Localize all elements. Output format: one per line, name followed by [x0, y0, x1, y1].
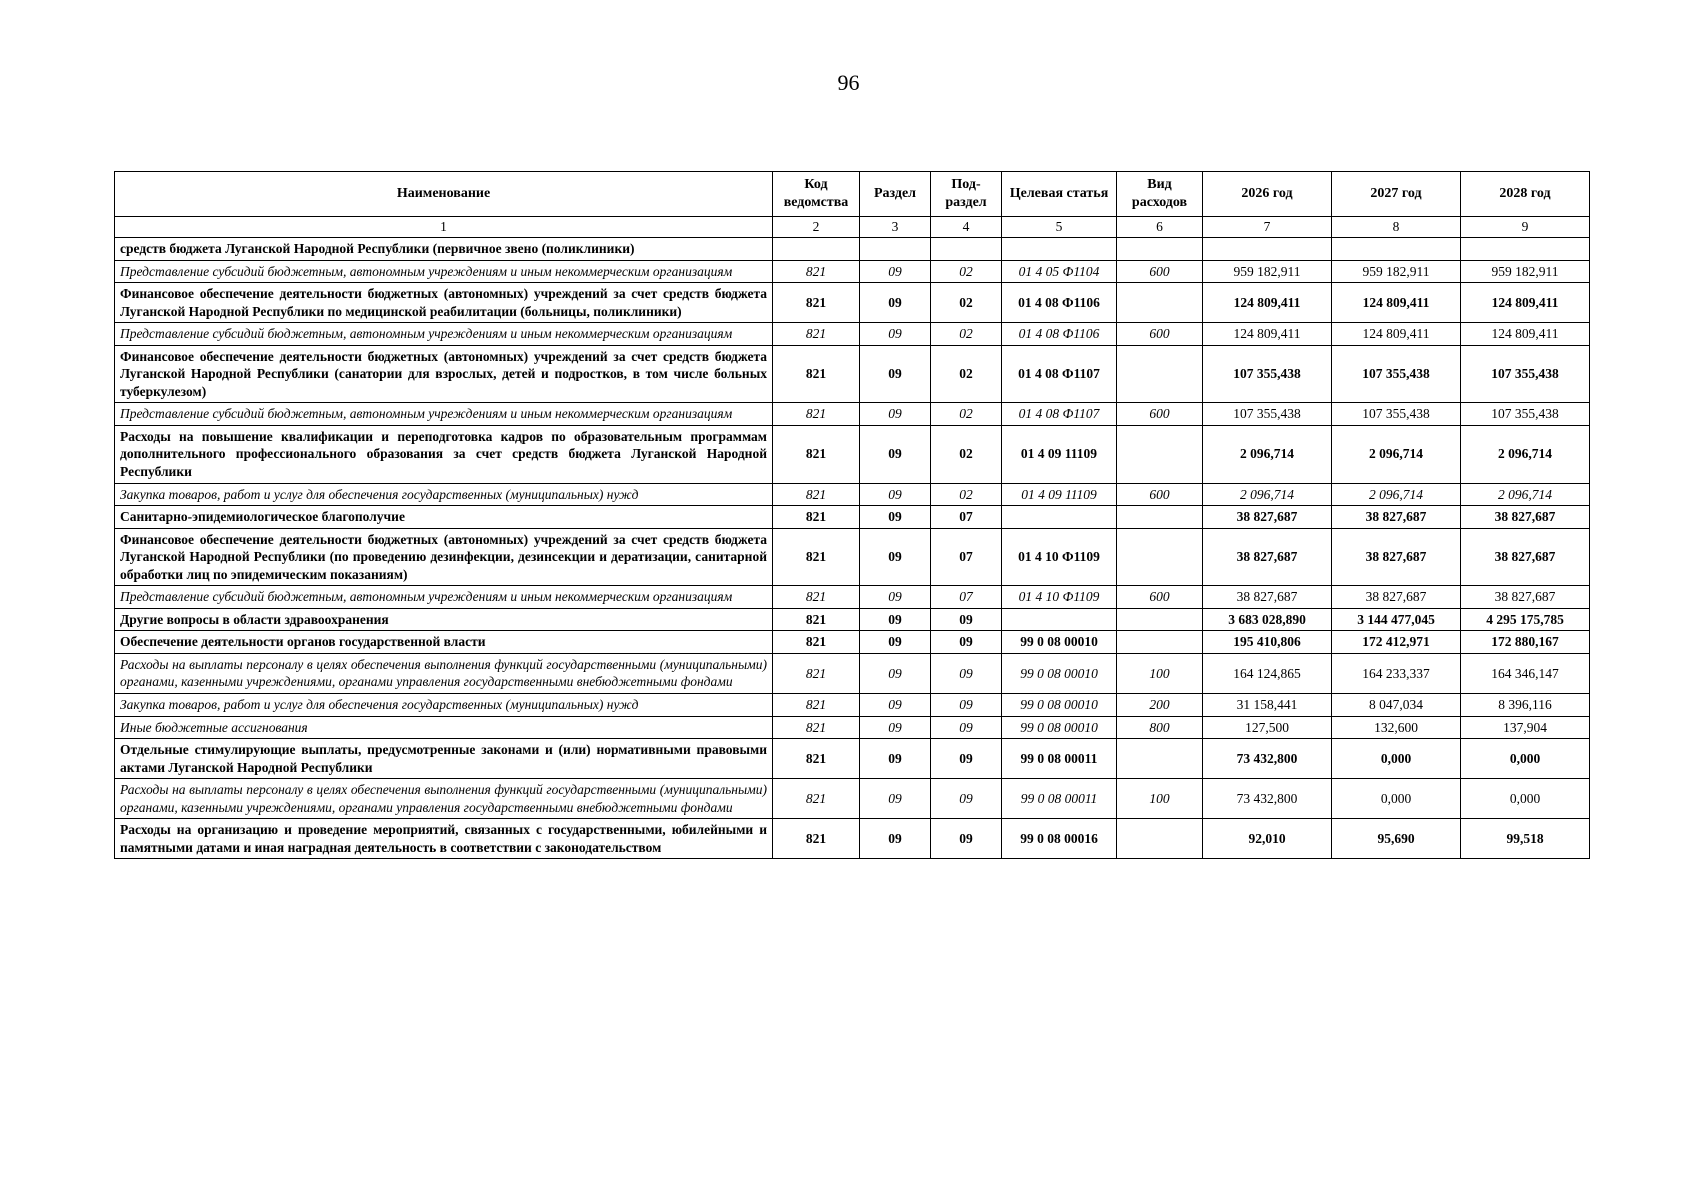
row-amount-2027: 107 355,438: [1332, 345, 1461, 403]
row-amount-2026: 124 809,411: [1203, 283, 1332, 323]
table-row: [115, 528, 1590, 586]
row-amount-2028: 0,000: [1461, 779, 1590, 819]
row-kind: 600: [1117, 403, 1203, 426]
row-target: 01 4 09 11109: [1002, 425, 1117, 483]
row-subsection: 02: [931, 323, 1002, 346]
row-kind: [1117, 631, 1203, 654]
column-number: 6: [1117, 217, 1203, 238]
row-amount-2027: 3 144 477,045: [1332, 608, 1461, 631]
table-row: [115, 586, 1590, 609]
row-amount-2028: 959 182,911: [1461, 260, 1590, 283]
row-section: 09: [860, 631, 931, 654]
row-name: Расходы на выплаты персоналу в целях обеспечения выполнения функций государственными (муниципальными) органами, казенными учреждениями, органами управления государственными внебюджетными фондами: [115, 653, 773, 693]
header-2026: 2026 год: [1203, 172, 1332, 217]
table-row: [115, 425, 1590, 483]
row-target: 99 0 08 00016: [1002, 819, 1117, 859]
row-amount-2028: 124 809,411: [1461, 283, 1590, 323]
row-amount-2026: 195 410,806: [1203, 631, 1332, 654]
row-subsection: 09: [931, 819, 1002, 859]
row-section: 09: [860, 819, 931, 859]
row-amount-2028: 137,904: [1461, 716, 1590, 739]
row-subsection: 09: [931, 608, 1002, 631]
row-section: 09: [860, 483, 931, 506]
row-kind: [1117, 739, 1203, 779]
row-kind: [1117, 283, 1203, 323]
row-amount-2028: 107 355,438: [1461, 403, 1590, 426]
row-subsection: 02: [931, 483, 1002, 506]
column-number: 8: [1332, 217, 1461, 238]
row-subsection: 07: [931, 586, 1002, 609]
row-amount-2027: 38 827,687: [1332, 506, 1461, 529]
row-target: 01 4 08 Ф1106: [1002, 323, 1117, 346]
table-row: [115, 608, 1590, 631]
row-amount-2026: 31 158,441: [1203, 694, 1332, 717]
row-code: 821: [773, 819, 860, 859]
row-amount-2027: 95,690: [1332, 819, 1461, 859]
row-subsection: [931, 238, 1002, 261]
row-amount-2026: 107 355,438: [1203, 345, 1332, 403]
column-numbers-row: [115, 217, 1590, 238]
row-code: 821: [773, 506, 860, 529]
row-amount-2027: 8 047,034: [1332, 694, 1461, 717]
row-code: 821: [773, 425, 860, 483]
row-amount-2027: 0,000: [1332, 739, 1461, 779]
row-target: [1002, 608, 1117, 631]
table-row: [115, 779, 1590, 819]
row-amount-2027: 124 809,411: [1332, 283, 1461, 323]
row-name: Другие вопросы в области здравоохранения: [115, 608, 773, 631]
row-kind: [1117, 528, 1203, 586]
row-name: Закупка товаров, работ и услуг для обеспечения государственных (муниципальных) нужд: [115, 694, 773, 717]
table-row: [115, 819, 1590, 859]
row-section: 09: [860, 586, 931, 609]
row-kind: [1117, 608, 1203, 631]
header-row: [115, 172, 1590, 217]
row-amount-2028: 38 827,687: [1461, 528, 1590, 586]
row-name: Финансовое обеспечение деятельности бюджетных (автономных) учреждений за счет средств бюджета Луганской Народной Республики (по проведению дезинфекции, дезинсекции и дератизации, санитарной обработки лиц по эпидемическим показаниям): [115, 528, 773, 586]
row-amount-2027: [1332, 238, 1461, 261]
header-name: Наименование: [115, 172, 773, 217]
row-section: 09: [860, 260, 931, 283]
row-subsection: 07: [931, 528, 1002, 586]
row-kind: [1117, 238, 1203, 261]
row-amount-2026: 127,500: [1203, 716, 1332, 739]
row-section: 09: [860, 283, 931, 323]
row-code: 821: [773, 779, 860, 819]
row-amount-2027: 959 182,911: [1332, 260, 1461, 283]
row-amount-2026: 92,010: [1203, 819, 1332, 859]
row-section: 09: [860, 403, 931, 426]
row-target: [1002, 506, 1117, 529]
row-section: 09: [860, 694, 931, 717]
row-name: Отдельные стимулирующие выплаты, предусмотренные законами и (или) нормативными правовыми актами Луганской Народной Республики: [115, 739, 773, 779]
header-code: Код ведомства: [773, 172, 860, 217]
row-subsection: 02: [931, 403, 1002, 426]
row-kind: [1117, 345, 1203, 403]
row-amount-2028: 172 880,167: [1461, 631, 1590, 654]
row-target: 99 0 08 00011: [1002, 779, 1117, 819]
header-target: Целевая статья: [1002, 172, 1117, 217]
row-code: 821: [773, 608, 860, 631]
row-name: Расходы на выплаты персоналу в целях обеспечения выполнения функций государственными (муниципальными) органами, казенными учреждениями, органами управления государственными внебюджетными фондами: [115, 779, 773, 819]
row-amount-2028: 107 355,438: [1461, 345, 1590, 403]
row-amount-2027: 2 096,714: [1332, 483, 1461, 506]
row-name: Обеспечение деятельности органов государственной власти: [115, 631, 773, 654]
row-amount-2026: 2 096,714: [1203, 483, 1332, 506]
row-amount-2026: 164 124,865: [1203, 653, 1332, 693]
table-row: [115, 403, 1590, 426]
row-name: Санитарно-эпидемиологическое благополучие: [115, 506, 773, 529]
row-amount-2027: 164 233,337: [1332, 653, 1461, 693]
row-section: 09: [860, 716, 931, 739]
row-amount-2027: 124 809,411: [1332, 323, 1461, 346]
row-name: Расходы на повышение квалификации и переподготовка кадров по образовательным программам дополнительного профессионального образования за счет средств бюджета Луганской Народной Республики: [115, 425, 773, 483]
row-kind: 600: [1117, 586, 1203, 609]
row-name: Представление субсидий бюджетным, автономным учреждениям и иным некоммерческим организациям: [115, 403, 773, 426]
row-kind: [1117, 425, 1203, 483]
table-row: [115, 323, 1590, 346]
row-section: 09: [860, 608, 931, 631]
table-row: [115, 483, 1590, 506]
row-amount-2027: 38 827,687: [1332, 586, 1461, 609]
row-amount-2028: 99,518: [1461, 819, 1590, 859]
column-number: 9: [1461, 217, 1590, 238]
table-row: [115, 345, 1590, 403]
row-amount-2026: 2 096,714: [1203, 425, 1332, 483]
row-kind: 600: [1117, 323, 1203, 346]
row-code: 821: [773, 323, 860, 346]
row-name: Финансовое обеспечение деятельности бюджетных (автономных) учреждений за счет средств бюджета Луганской Народной Республики по медицинской реабилитации (больницы, поликлиники): [115, 283, 773, 323]
row-amount-2026: 73 432,800: [1203, 779, 1332, 819]
table-row: [115, 260, 1590, 283]
row-section: 09: [860, 425, 931, 483]
row-target: 99 0 08 00010: [1002, 716, 1117, 739]
row-code: 821: [773, 586, 860, 609]
row-amount-2026: 38 827,687: [1203, 528, 1332, 586]
column-number: 7: [1203, 217, 1332, 238]
row-name: средств бюджета Луганской Народной Республики (первичное звено (поликлиники): [115, 238, 773, 261]
row-section: 09: [860, 653, 931, 693]
row-kind: 600: [1117, 483, 1203, 506]
row-amount-2027: 107 355,438: [1332, 403, 1461, 426]
header-subsection: Под-раздел: [931, 172, 1002, 217]
row-target: 01 4 08 Ф1107: [1002, 403, 1117, 426]
header-2028: 2028 год: [1461, 172, 1590, 217]
column-number: 1: [115, 217, 773, 238]
row-target: 01 4 10 Ф1109: [1002, 586, 1117, 609]
header-section: Раздел: [860, 172, 931, 217]
row-amount-2026: 124 809,411: [1203, 323, 1332, 346]
row-subsection: 02: [931, 260, 1002, 283]
row-target: [1002, 238, 1117, 261]
row-target: 99 0 08 00010: [1002, 631, 1117, 654]
row-subsection: 02: [931, 425, 1002, 483]
row-amount-2026: [1203, 238, 1332, 261]
row-target: 01 4 10 Ф1109: [1002, 528, 1117, 586]
row-name: Представление субсидий бюджетным, автономным учреждениям и иным некоммерческим организациям: [115, 586, 773, 609]
row-code: 821: [773, 345, 860, 403]
row-name: Финансовое обеспечение деятельности бюджетных (автономных) учреждений за счет средств бюджета Луганской Народной Республики (санатории для взрослых, детей и подростков, в том числе больных туберкулезом): [115, 345, 773, 403]
row-amount-2027: 132,600: [1332, 716, 1461, 739]
row-amount-2028: [1461, 238, 1590, 261]
row-code: 821: [773, 631, 860, 654]
row-section: 09: [860, 506, 931, 529]
row-amount-2028: 2 096,714: [1461, 483, 1590, 506]
header-2027: 2027 год: [1332, 172, 1461, 217]
row-subsection: 09: [931, 631, 1002, 654]
column-number: 4: [931, 217, 1002, 238]
row-code: 821: [773, 694, 860, 717]
row-subsection: 09: [931, 779, 1002, 819]
row-name: Иные бюджетные ассигнования: [115, 716, 773, 739]
row-code: 821: [773, 739, 860, 779]
row-amount-2027: 172 412,971: [1332, 631, 1461, 654]
row-kind: 100: [1117, 653, 1203, 693]
row-amount-2026: 959 182,911: [1203, 260, 1332, 283]
row-target: 99 0 08 00011: [1002, 739, 1117, 779]
row-code: 821: [773, 483, 860, 506]
row-amount-2026: 3 683 028,890: [1203, 608, 1332, 631]
row-code: 821: [773, 260, 860, 283]
row-subsection: 09: [931, 653, 1002, 693]
row-amount-2028: 2 096,714: [1461, 425, 1590, 483]
row-section: [860, 238, 931, 261]
row-section: 09: [860, 345, 931, 403]
row-target: 01 4 08 Ф1106: [1002, 283, 1117, 323]
row-section: 09: [860, 323, 931, 346]
row-amount-2027: 0,000: [1332, 779, 1461, 819]
column-number: 2: [773, 217, 860, 238]
row-amount-2028: 38 827,687: [1461, 506, 1590, 529]
row-target: 01 4 09 11109: [1002, 483, 1117, 506]
column-number: 5: [1002, 217, 1117, 238]
table-row: [115, 716, 1590, 739]
row-section: 09: [860, 779, 931, 819]
row-amount-2028: 38 827,687: [1461, 586, 1590, 609]
row-amount-2026: 107 355,438: [1203, 403, 1332, 426]
row-code: [773, 238, 860, 261]
row-kind: [1117, 819, 1203, 859]
row-kind: [1117, 506, 1203, 529]
column-number: 3: [860, 217, 931, 238]
row-subsection: 09: [931, 739, 1002, 779]
row-target: 99 0 08 00010: [1002, 694, 1117, 717]
row-code: 821: [773, 653, 860, 693]
row-name: Представление субсидий бюджетным, автономным учреждениям и иным некоммерческим организациям: [115, 260, 773, 283]
row-target: 01 4 08 Ф1107: [1002, 345, 1117, 403]
row-amount-2028: 0,000: [1461, 739, 1590, 779]
table-row: [115, 653, 1590, 693]
table-body: [115, 238, 1590, 859]
row-amount-2026: 38 827,687: [1203, 586, 1332, 609]
row-target: 99 0 08 00010: [1002, 653, 1117, 693]
budget-table: [114, 171, 1590, 859]
row-amount-2028: 4 295 175,785: [1461, 608, 1590, 631]
table-row: [115, 694, 1590, 717]
row-kind: 200: [1117, 694, 1203, 717]
row-kind: 600: [1117, 260, 1203, 283]
row-code: 821: [773, 403, 860, 426]
row-amount-2027: 2 096,714: [1332, 425, 1461, 483]
row-subsection: 02: [931, 283, 1002, 323]
row-amount-2028: 124 809,411: [1461, 323, 1590, 346]
row-target: 01 4 05 Ф1104: [1002, 260, 1117, 283]
row-subsection: 09: [931, 694, 1002, 717]
table-row: [115, 283, 1590, 323]
row-amount-2028: 8 396,116: [1461, 694, 1590, 717]
table-row: [115, 739, 1590, 779]
row-code: 821: [773, 716, 860, 739]
row-amount-2028: 164 346,147: [1461, 653, 1590, 693]
row-kind: 800: [1117, 716, 1203, 739]
row-amount-2026: 73 432,800: [1203, 739, 1332, 779]
row-code: 821: [773, 283, 860, 323]
row-subsection: 02: [931, 345, 1002, 403]
row-subsection: 07: [931, 506, 1002, 529]
row-amount-2027: 38 827,687: [1332, 528, 1461, 586]
page-number: 96: [837, 70, 860, 95]
header-kind: Вид расходов: [1117, 172, 1203, 217]
row-name: Представление субсидий бюджетным, автономным учреждениям и иным некоммерческим организациям: [115, 323, 773, 346]
row-subsection: 09: [931, 716, 1002, 739]
row-name: Закупка товаров, работ и услуг для обеспечения государственных (муниципальных) нужд: [115, 483, 773, 506]
table-row: [115, 506, 1590, 529]
row-kind: 100: [1117, 779, 1203, 819]
table-row: [115, 631, 1590, 654]
table-row: [115, 238, 1590, 261]
row-amount-2026: 38 827,687: [1203, 506, 1332, 529]
row-section: 09: [860, 528, 931, 586]
row-section: 09: [860, 739, 931, 779]
row-name: Расходы на организацию и проведение мероприятий, связанных с государственными, юбилейными и памятными датами и иная наградная деятельность в соответствии с законодательством: [115, 819, 773, 859]
row-code: 821: [773, 528, 860, 586]
